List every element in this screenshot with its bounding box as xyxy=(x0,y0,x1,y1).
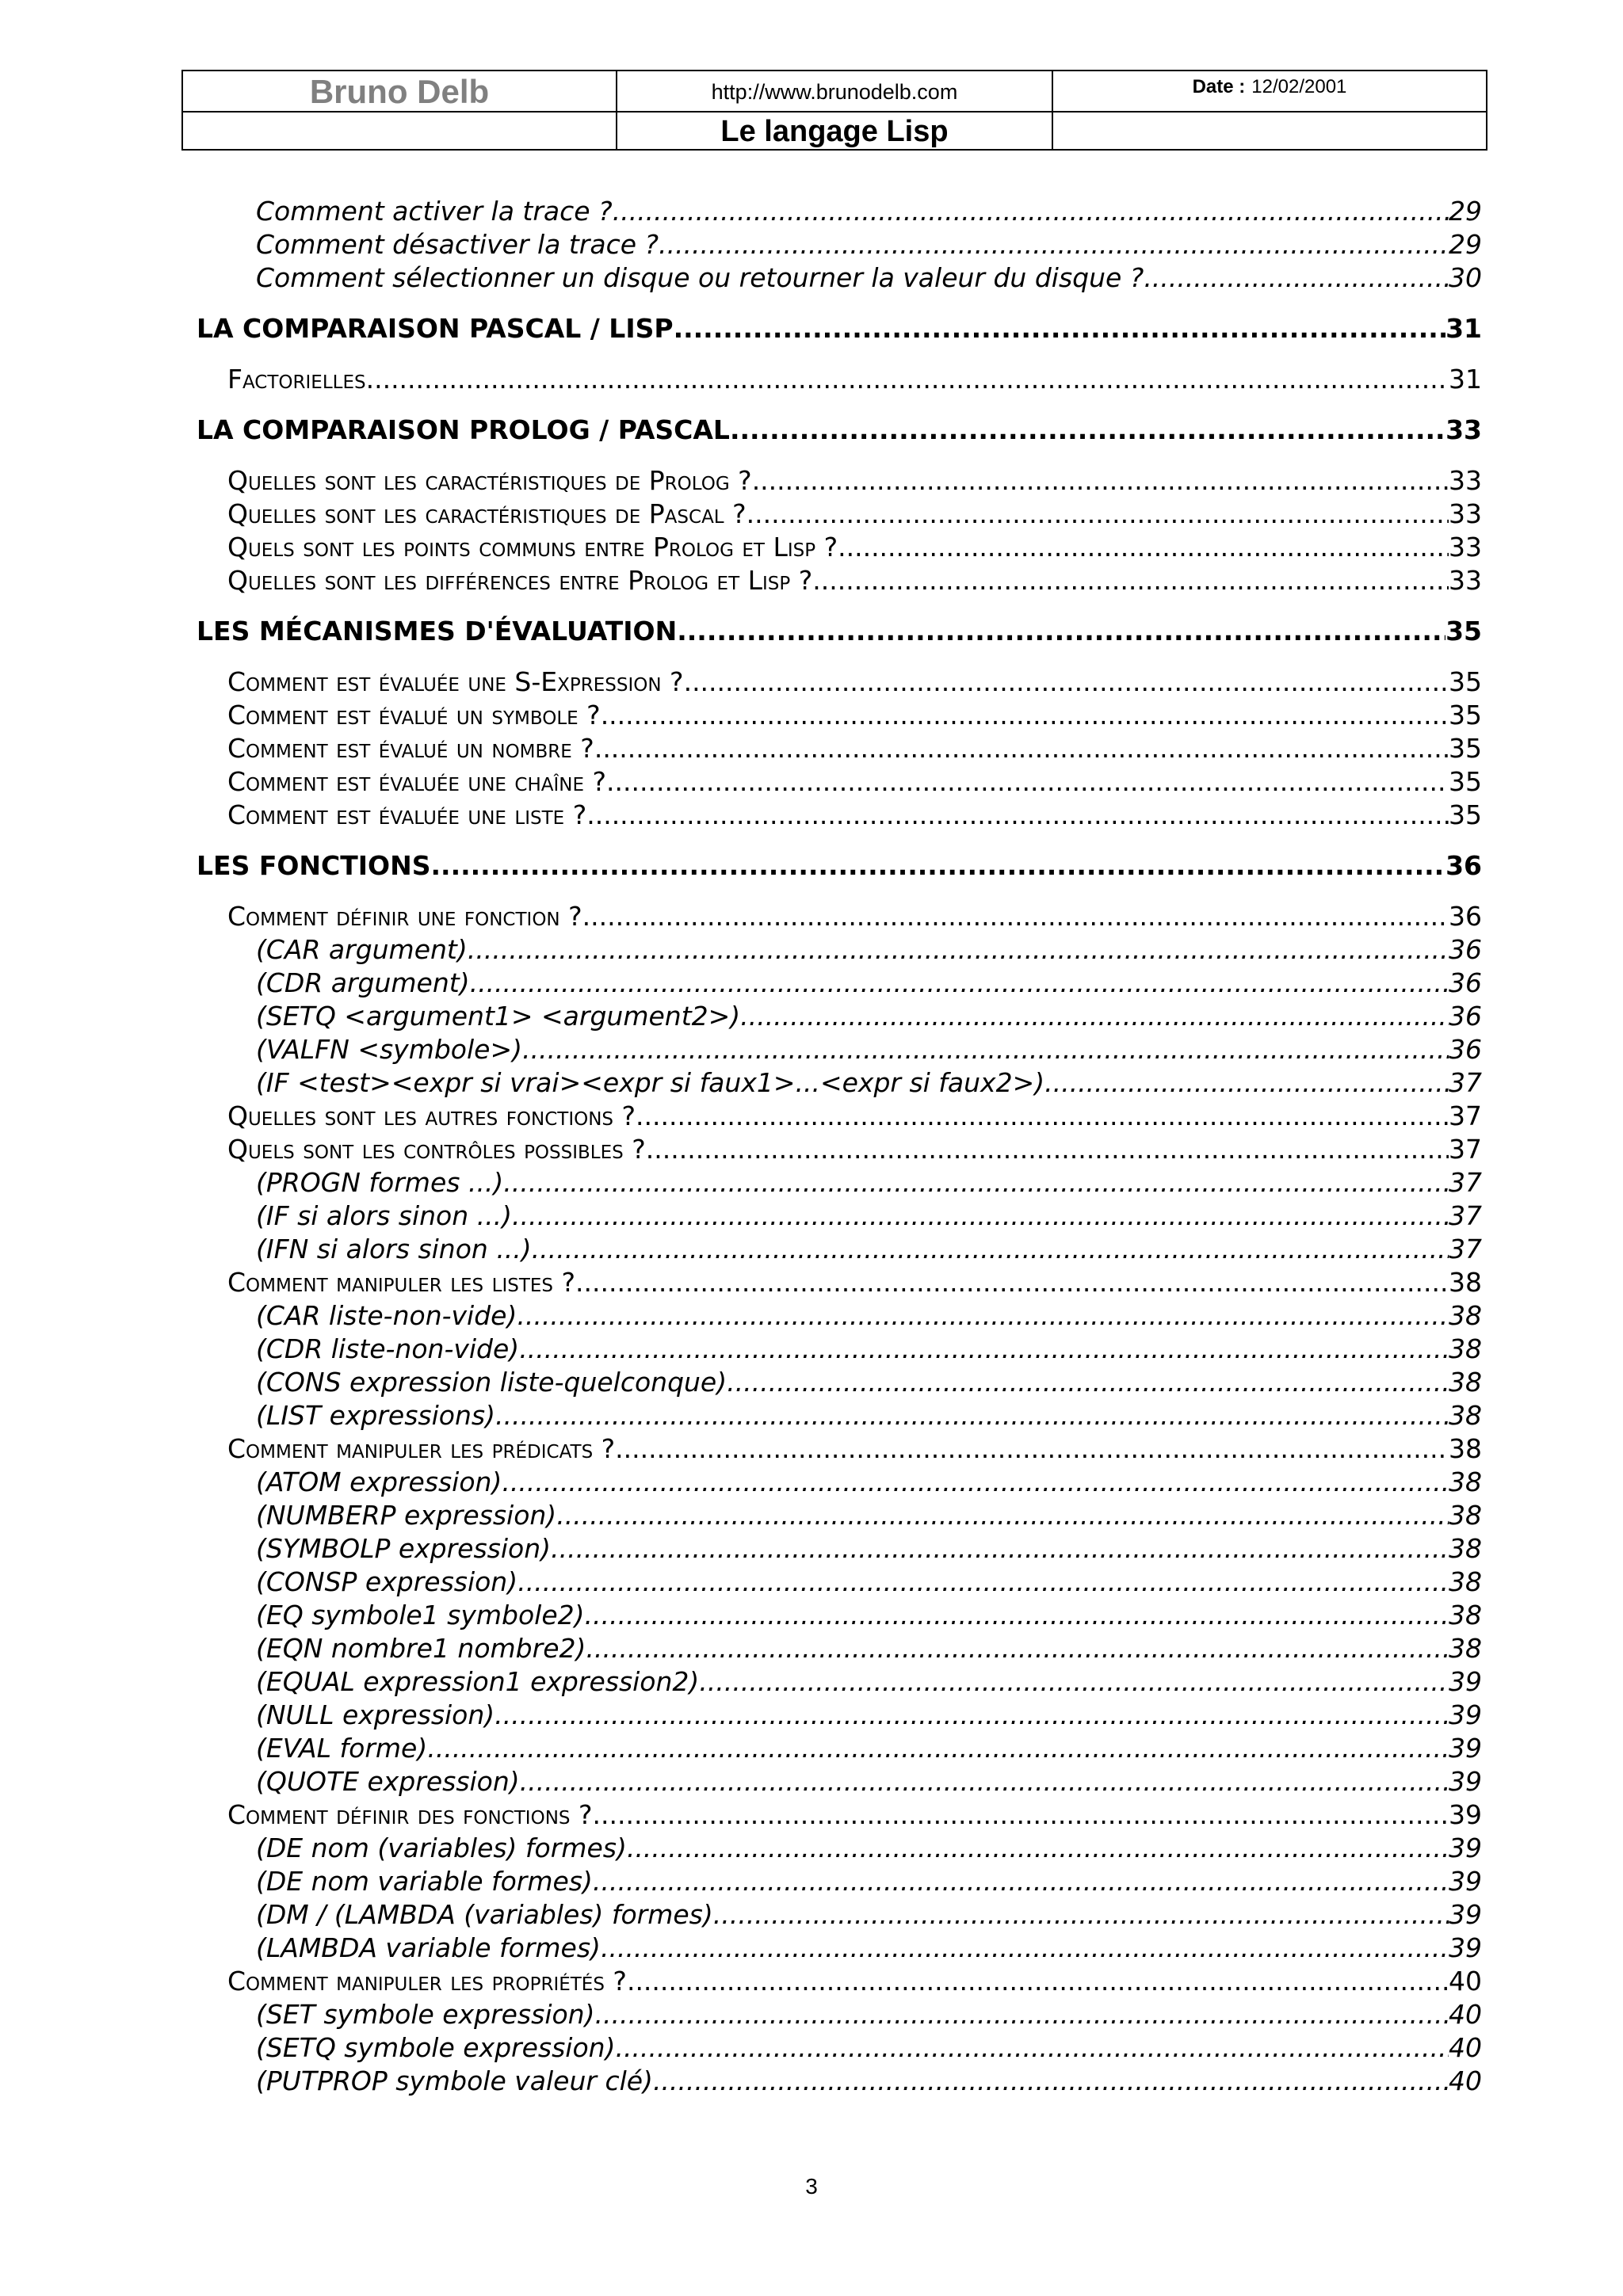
toc-entry-level-3[interactable] xyxy=(256,1733,1482,1764)
toc-entry-page: 37 xyxy=(1449,1067,1482,1098)
toc-entry-title: (IFN si alors sinon ...) xyxy=(256,1234,532,1264)
toc-entry-page: 38 xyxy=(1449,1600,1482,1630)
toc-dot-leader xyxy=(674,313,1446,344)
toc-entry-page: 36 xyxy=(1449,934,1482,965)
header-author: Bruno Delb xyxy=(309,73,490,110)
header-document-title: Le langage Lisp xyxy=(720,114,949,148)
toc-entry-level-2[interactable] xyxy=(227,1100,1482,1131)
toc-dot-leader xyxy=(586,799,1449,830)
toc-dot-leader xyxy=(582,901,1449,932)
toc-dot-leader xyxy=(593,1866,1449,1897)
toc-entry-title: (NULL expression) xyxy=(256,1699,495,1730)
toc-entry-level-2[interactable] xyxy=(227,799,1482,830)
toc-entry-title: Comment définir une fonction ? xyxy=(227,901,582,932)
toc-dot-leader xyxy=(601,1932,1449,1963)
toc-entry-level-3[interactable] xyxy=(256,1533,1482,1564)
toc-entry-level-3[interactable] xyxy=(256,1234,1482,1264)
toc-entry-page: 36 xyxy=(1449,1001,1482,1032)
toc-entry-title: Comment est évaluée une chaîne ? xyxy=(227,766,607,797)
toc-entry-level-2[interactable] xyxy=(227,901,1482,932)
header-date-label: Date : xyxy=(1192,76,1246,97)
toc-entry-title: (DM / (LAMBDA (variables) formes) xyxy=(256,1899,713,1930)
toc-entry-page: 38 xyxy=(1449,1333,1482,1364)
toc-entry-level-3[interactable] xyxy=(256,229,1482,260)
toc-entry-level-1[interactable] xyxy=(197,414,1482,445)
toc-dot-leader xyxy=(684,666,1449,697)
toc-entry-page: 37 xyxy=(1449,1100,1482,1131)
header-date xyxy=(1053,71,1486,109)
toc-entry-title: Quelles sont les caractéristiques de Prolog ? xyxy=(227,465,752,496)
toc-dot-leader xyxy=(594,1999,1449,2030)
toc-dot-leader xyxy=(627,1966,1449,1997)
toc-entry-level-3[interactable] xyxy=(256,196,1482,227)
toc-dot-leader xyxy=(495,1400,1449,1431)
toc-entry-level-3[interactable] xyxy=(256,1466,1482,1497)
toc-entry-level-3[interactable] xyxy=(256,2032,1482,2063)
toc-dot-leader xyxy=(653,2065,1449,2096)
toc-entry-page: 31 xyxy=(1445,313,1482,344)
header-url[interactable]: http://www.brunodelb.com xyxy=(711,79,958,104)
toc-entry-page: 40 xyxy=(1449,1999,1482,2030)
toc-entry-page: 35 xyxy=(1449,700,1482,730)
toc-dot-leader xyxy=(512,1200,1449,1231)
toc-entry-page: 29 xyxy=(1449,196,1482,227)
toc-entry-title: Factorielles xyxy=(227,364,366,395)
toc-dot-leader xyxy=(601,700,1449,730)
toc-dot-leader xyxy=(593,1799,1449,1830)
toc-entry-title: (QUOTE expression) xyxy=(256,1766,520,1797)
toc-entry-title: LA COMPARAISON PROLOG / PASCAL xyxy=(197,414,730,445)
toc-dot-leader xyxy=(551,1533,1449,1564)
toc-entry-level-2[interactable] xyxy=(227,465,1482,496)
toc-entry-level-3[interactable] xyxy=(256,1766,1482,1797)
toc-dot-leader xyxy=(1144,262,1449,293)
toc-dot-leader xyxy=(1044,1067,1449,1098)
toc-entry-title: Comment est évalué un symbole ? xyxy=(227,700,601,730)
toc-entry-title: Comment est évaluée une liste ? xyxy=(227,799,587,830)
toc-entry-page: 39 xyxy=(1449,1932,1482,1963)
toc-entry-title: LES MÉCANISMES D'ÉVALUATION xyxy=(197,616,678,646)
toc-entry-page: 33 xyxy=(1449,465,1482,496)
toc-dot-leader xyxy=(812,565,1449,596)
toc-entry-page: 37 xyxy=(1449,1200,1482,1231)
toc-entry-title: (SYMBOLP expression) xyxy=(256,1533,552,1564)
toc-entry-level-2[interactable] xyxy=(227,766,1482,797)
toc-entry-level-1[interactable] xyxy=(197,850,1482,881)
toc-entry-level-2[interactable] xyxy=(227,498,1482,529)
toc-entry-title: (CAR argument) xyxy=(256,934,468,965)
toc-entry-page: 38 xyxy=(1449,1466,1482,1497)
toc-dot-leader xyxy=(431,850,1446,881)
toc-entry-title: (VALFN <symbole>) xyxy=(256,1034,522,1065)
toc-entry-level-3[interactable] xyxy=(256,1167,1482,1198)
toc-entry-title: (NUMBERP expression) xyxy=(256,1500,557,1531)
toc-entry-level-2[interactable] xyxy=(227,1966,1482,1997)
toc-entry-page: 39 xyxy=(1449,1833,1482,1863)
toc-dot-leader xyxy=(586,1633,1449,1664)
toc-entry-level-3[interactable] xyxy=(256,1999,1482,2030)
toc-dot-leader xyxy=(556,1500,1449,1531)
toc-entry-page: 35 xyxy=(1449,666,1482,697)
toc-dot-leader xyxy=(747,498,1449,529)
toc-entry-page: 38 xyxy=(1449,1433,1482,1464)
toc-entry-title: (SETQ symbole expression) xyxy=(256,2032,616,2063)
toc-entry-page: 30 xyxy=(1449,262,1482,293)
toc-entry-page: 38 xyxy=(1449,1400,1482,1431)
toc-entry-page: 38 xyxy=(1449,1267,1482,1298)
toc-entry-level-3[interactable] xyxy=(256,1001,1482,1032)
toc-entry-page: 39 xyxy=(1449,1666,1482,1697)
toc-entry-title: (SETQ <argument1> <argument2>) xyxy=(256,1001,741,1032)
toc-dot-leader xyxy=(532,1234,1449,1264)
toc-entry-title: (ATOM expression) xyxy=(256,1466,502,1497)
toc-entry-title: (LAMBDA variable formes) xyxy=(256,1932,601,1963)
toc-dot-leader xyxy=(659,229,1449,260)
toc-dot-leader xyxy=(752,465,1449,496)
toc-dot-leader xyxy=(517,1566,1449,1597)
toc-entry-page: 33 xyxy=(1449,498,1482,529)
toc-entry-level-3[interactable] xyxy=(256,1067,1482,1098)
toc-entry-page: 33 xyxy=(1445,414,1482,445)
toc-entry-title: (DE nom variable formes) xyxy=(256,1866,593,1897)
toc-entry-title: Comment activer la trace ? xyxy=(256,196,613,227)
toc-entry-title: Quels sont les contrôles possibles ? xyxy=(227,1134,646,1165)
toc-entry-level-3[interactable] xyxy=(256,1633,1482,1664)
toc-entry-level-2[interactable] xyxy=(227,1267,1482,1298)
page-header-table xyxy=(181,70,1487,151)
toc-entry-level-3[interactable] xyxy=(256,1866,1482,1897)
toc-entry-level-3[interactable] xyxy=(256,1899,1482,1930)
toc-entry-page: 39 xyxy=(1449,1866,1482,1897)
toc-entry-page: 39 xyxy=(1449,1733,1482,1764)
toc-entry-level-2[interactable] xyxy=(227,565,1482,596)
toc-dot-leader xyxy=(615,2032,1449,2063)
toc-dot-leader xyxy=(727,1367,1449,1398)
toc-entry-page: 38 xyxy=(1449,1500,1482,1531)
toc-entry-level-2[interactable] xyxy=(227,666,1482,697)
toc-entry-page: 40 xyxy=(1449,2032,1482,2063)
toc-entry-title: Comment manipuler les listes ? xyxy=(227,1267,576,1298)
toc-dot-leader xyxy=(495,1699,1449,1730)
toc-entry-title: Comment désactiver la trace ? xyxy=(256,229,659,260)
toc-entry-title: (LIST expressions) xyxy=(256,1400,495,1431)
toc-entry-page: 35 xyxy=(1449,799,1482,830)
toc-dot-leader xyxy=(615,1433,1449,1464)
toc-entry-title: LA COMPARAISON PASCAL / LISP xyxy=(197,313,674,344)
toc-entry-page: 38 xyxy=(1449,1633,1482,1664)
toc-dot-leader xyxy=(606,766,1449,797)
toc-entry-title: (CDR liste-non-vide) xyxy=(256,1333,520,1364)
toc-entry-title: (PROGN formes ...) xyxy=(256,1167,504,1198)
toc-dot-leader xyxy=(470,967,1449,998)
toc-entry-level-3[interactable] xyxy=(256,1500,1482,1531)
toc-dot-leader xyxy=(575,1267,1449,1298)
toc-entry-level-3[interactable] xyxy=(256,1034,1482,1065)
toc-entry-level-3[interactable] xyxy=(256,1333,1482,1364)
toc-entry-title: Quelles sont les caractéristiques de Pascal ? xyxy=(227,498,747,529)
toc-entry-level-2[interactable] xyxy=(227,532,1482,563)
toc-entry-level-3[interactable] xyxy=(256,1699,1482,1730)
toc-entry-page: 40 xyxy=(1449,2065,1482,2096)
toc-entry-level-3[interactable] xyxy=(256,1566,1482,1597)
toc-entry-level-3[interactable] xyxy=(256,1600,1482,1630)
toc-entry-title: Comment définir des fonctions ? xyxy=(227,1799,593,1830)
toc-entry-title: (IF si alors sinon ...) xyxy=(256,1200,512,1231)
toc-entry-page: 36 xyxy=(1445,850,1482,881)
toc-entry-level-1[interactable] xyxy=(197,616,1482,646)
toc-dot-leader xyxy=(713,1899,1449,1930)
header-date-value: 12/02/2001 xyxy=(1251,76,1347,97)
toc-entry-title: (CDR argument) xyxy=(256,967,470,998)
toc-entry-title: (DE nom (variables) formes) xyxy=(256,1833,627,1863)
toc-dot-leader xyxy=(730,414,1445,445)
toc-dot-leader xyxy=(627,1833,1449,1863)
toc-entry-title: Comment sélectionner un disque ou retourner la valeur du disque ? xyxy=(256,262,1144,293)
toc-entry-page: 39 xyxy=(1449,1899,1482,1930)
toc-entry-level-2[interactable] xyxy=(227,364,1482,395)
toc-dot-leader xyxy=(522,1034,1449,1065)
toc-entry-title: LES FONCTIONS xyxy=(197,850,431,881)
toc-dot-leader xyxy=(503,1167,1449,1198)
toc-entry-level-1[interactable] xyxy=(197,313,1482,344)
toc-dot-leader xyxy=(427,1733,1449,1764)
toc-entry-title: (SET symbole expression) xyxy=(256,1999,595,2030)
toc-entry-title: (EQN nombre1 nombre2) xyxy=(256,1633,586,1664)
toc-entry-page: 38 xyxy=(1449,1367,1482,1398)
toc-dot-leader xyxy=(520,1766,1449,1797)
toc-entry-page: 39 xyxy=(1449,1699,1482,1730)
toc-dot-leader xyxy=(502,1466,1449,1497)
toc-entry-title: Comment est évaluée une S-Expression ? xyxy=(227,666,684,697)
toc-dot-leader xyxy=(519,1333,1449,1364)
toc-entry-title: (EQ symbole1 symbole2) xyxy=(256,1600,585,1630)
toc-entry-page: 40 xyxy=(1449,1966,1482,1997)
toc-entry-page: 35 xyxy=(1449,733,1482,764)
toc-entry-level-3[interactable] xyxy=(256,934,1482,965)
toc-dot-leader xyxy=(699,1666,1449,1697)
toc-entry-title: Quels sont les points communs entre Prolog et Lisp ? xyxy=(227,532,838,563)
toc-dot-leader xyxy=(636,1100,1449,1131)
toc-entry-title: (EQUAL expression1 expression2) xyxy=(256,1666,700,1697)
toc-entry-page: 35 xyxy=(1449,766,1482,797)
toc-dot-leader xyxy=(468,934,1449,965)
toc-entry-title: Quelles sont les différences entre Prolog et Lisp ? xyxy=(227,565,813,596)
toc-entry-title: Comment est évalué un nombre ? xyxy=(227,733,594,764)
toc-entry-page: 29 xyxy=(1449,229,1482,260)
toc-entry-page: 36 xyxy=(1449,1034,1482,1065)
toc-entry-title: (CAR liste-non-vide) xyxy=(256,1300,517,1331)
toc-entry-title: (IF <test><expr si vrai><expr si faux1>...<expr si faux2>) xyxy=(256,1067,1045,1098)
toc-entry-page: 38 xyxy=(1449,1566,1482,1597)
toc-entry-page: 36 xyxy=(1449,901,1482,932)
toc-entry-page: 37 xyxy=(1449,1134,1482,1165)
toc-dot-leader xyxy=(594,733,1449,764)
toc-dot-leader xyxy=(740,1001,1449,1032)
toc-dot-leader xyxy=(613,196,1449,227)
toc-entry-level-2[interactable] xyxy=(227,1433,1482,1464)
toc-entry-level-3[interactable] xyxy=(256,1400,1482,1431)
toc-entry-level-2[interactable] xyxy=(227,1799,1482,1830)
toc-entry-title: (PUTPROP symbole valeur clé) xyxy=(256,2065,653,2096)
toc-entry-page: 33 xyxy=(1449,565,1482,596)
toc-entry-level-3[interactable] xyxy=(256,967,1482,998)
toc-entry-level-3[interactable] xyxy=(256,1833,1482,1863)
page-number: 3 xyxy=(805,2174,818,2199)
toc-entry-title: (CONSP expression) xyxy=(256,1566,518,1597)
toc-entry-page: 39 xyxy=(1449,1766,1482,1797)
toc-entry-page: 38 xyxy=(1449,1300,1482,1331)
toc-entry-level-3[interactable] xyxy=(256,1200,1482,1231)
toc-dot-leader xyxy=(517,1300,1449,1331)
toc-entry-title: Comment manipuler les prédicats ? xyxy=(227,1433,616,1464)
toc-dot-leader xyxy=(838,532,1449,563)
toc-entry-page: 37 xyxy=(1449,1167,1482,1198)
toc-entry-title: (EVAL forme) xyxy=(256,1733,428,1764)
toc-entry-page: 37 xyxy=(1449,1234,1482,1264)
toc-entry-page: 31 xyxy=(1449,364,1482,395)
toc-entry-level-3[interactable] xyxy=(256,2065,1482,2096)
toc-entry-level-3[interactable] xyxy=(256,262,1482,293)
toc-dot-leader xyxy=(366,364,1449,395)
toc-dot-leader xyxy=(646,1134,1449,1165)
toc-entry-title: Quelles sont les autres fonctions ? xyxy=(227,1100,636,1131)
toc-entry-page: 35 xyxy=(1445,616,1482,646)
toc-entry-level-2[interactable] xyxy=(227,700,1482,730)
toc-entry-page: 39 xyxy=(1449,1799,1482,1830)
toc-entry-level-2[interactable] xyxy=(227,733,1482,764)
toc-entry-level-3[interactable] xyxy=(256,1367,1482,1398)
toc-entry-title: (CONS expression liste-quelconque) xyxy=(256,1367,727,1398)
toc-entry-page: 38 xyxy=(1449,1533,1482,1564)
toc-entry-level-3[interactable] xyxy=(256,1300,1482,1331)
toc-dot-leader xyxy=(677,616,1445,646)
toc-entry-level-3[interactable] xyxy=(256,1666,1482,1697)
toc-entry-level-2[interactable] xyxy=(227,1134,1482,1165)
toc-entry-page: 33 xyxy=(1449,532,1482,563)
toc-entry-level-3[interactable] xyxy=(256,1932,1482,1963)
toc-entry-title: Comment manipuler les propriétés ? xyxy=(227,1966,627,1997)
toc-dot-leader xyxy=(585,1600,1449,1630)
toc-entry-page: 36 xyxy=(1449,967,1482,998)
